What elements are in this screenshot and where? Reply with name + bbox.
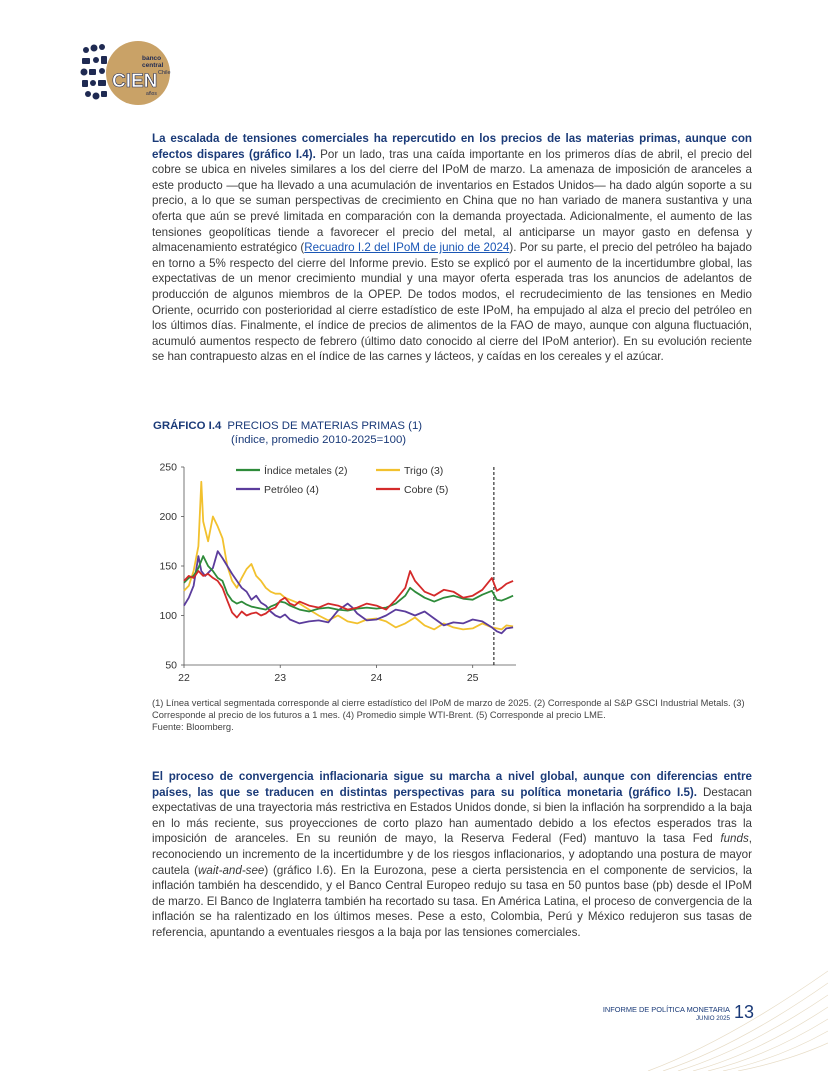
legend-label: Índice metales (2) — [264, 465, 348, 477]
page-number: 13 — [734, 1002, 755, 1022]
paragraph-emphasis: wait-and-see — [198, 863, 265, 877]
dot-pattern — [81, 44, 108, 100]
banco-central-logo — [78, 40, 174, 106]
x-tick-label: 24 — [370, 672, 383, 684]
brand-line3: Chile — [158, 70, 171, 76]
x-tick-label: 23 — [274, 672, 287, 684]
paragraph-text: Destacan expectativas de una trayectoria más restrictiva en Estados Unidos donde, si bien la inflación ha sorprendido a la baja en lo más reciente, sus proyecciones de corto plazo han aumentado debido a los efectos esperados tras la imposición de aranceles. En su reunión de mayo, la Reserva Federal (Fed) mantuvo la tasa Fed — [152, 785, 753, 846]
paragraph-text: ). Por su parte, el precio del petróleo ha bajado en torno a 5% respecto del cierre del Informe previo. Esto se explicó por el aumento de la incertidumbre global, las expectativas de un menor crecimiento mundial y una mayor oferta esperada tras los anuncios de adelantos de producción de algunos miembros de la OPEP. De todos modos, el recrudecimiento de las tensiones en Medio Oriente, ocurrido con posterioridad al cierre estadístico de este IPoM, ha empujado al alza el precio del petróleo en los últimos días. Finalmente, el índice de precios de alimentos de la FAO de mayo, aunque con alguna fluctuación, acumuló aumentos respecto de febrero (último dato conocido al cierre del IPoM anterior). En su evolución reciente se han contrapuesto alzas en el índice de las carnes y lácteos, y caídas en los cereales y el azúcar. — [152, 241, 752, 364]
y-tick-label: 50 — [165, 659, 177, 672]
chart-subtitle: (índice, promedio 2010-2025=100) — [231, 434, 407, 446]
chart-notes — [152, 697, 762, 734]
y-tick-label: 250 — [159, 461, 177, 474]
chart-legend — [236, 464, 448, 496]
footer-report-title: INFORME DE POLÍTICA MONETARIA — [602, 1005, 730, 1014]
chart-series — [184, 482, 513, 634]
y-tick-label: 200 — [159, 511, 177, 523]
series-line — [184, 482, 513, 630]
recuadro-link[interactable]: Recuadro I.2 del IPoM de junio de 2024 — [304, 241, 510, 255]
x-tick-label: 25 — [466, 672, 479, 684]
chart-label: GRÁFICO I.4 — [153, 420, 222, 432]
chart-title: PRECIOS DE MATERIAS PRIMAS (1) — [227, 420, 423, 432]
paragraph-inflation — [152, 769, 752, 941]
legend-label: Cobre (5) — [404, 484, 449, 496]
paragraph-emphasis: funds — [720, 832, 749, 846]
paragraph-text: Por un lado, tras una caída importante en los primeros días de abril, el precio del cobre se ubica en niveles similares a los del cierre del IPoM de marzo. La amenaza de imposición de aranceles a este producto —que ha llevado a una acumulación de inventarios en Estados Unidos— ha dado algún soporte a su precio, a lo que se suman perspectivas de crecimiento en China que no han variado de manera sustantiva y una oferta que aún se prevé limitada en comparación con la demanda proyectada. Adicionalmente, el aumento de las tensiones geopolíticas tiende a favorecer el precio del metal, al anticiparse un mayor gasto en defensa y almacenamiento estratégico ( — [152, 147, 753, 255]
chart-source: Fuente: Bloomberg. — [152, 722, 234, 733]
commodity-prices-chart — [150, 458, 530, 688]
paragraph-text: ) (gráfico I.6). En la Eurozona, pese a cierta persistencia en el componente de servicios, la inflación también ha descendido, y el Banco Central Europeo redujo su tasa en 50 puntos base (pb) desde el IPoM de marzo. El Banco de Inglaterra también ha recortado su tasa. En América Latina, el proceso de convergencia de la inflación se ha ralentizado en los últimos meses. Pese a esto, Colombia, Perú y México redujeron sus tasas de referencia, apuntando a eventuales riesgos a la baja por las tensiones comerciales. — [152, 863, 753, 939]
paragraph-commodities — [152, 131, 752, 365]
y-tick-label: 100 — [159, 610, 177, 622]
x-tick-label: 22 — [178, 672, 190, 684]
legend-label: Trigo (3) — [404, 465, 444, 477]
cien-sub: años — [146, 91, 157, 97]
brand-line2: central — [142, 62, 164, 69]
footer-report-date: JUNIO 2025 — [695, 1015, 730, 1022]
legend-label: Petróleo (4) — [264, 484, 319, 496]
chart-axes — [159, 462, 516, 685]
paragraph-text: , reconociendo un incremento de la incertidumbre y de los riesgos inflacionarios, y adoptando una postura de mayor cautela ( — [152, 832, 752, 877]
y-tick-label: 150 — [159, 560, 177, 573]
paragraph-lead: El proceso de convergencia inflacionaria sigue su marcha a nivel global, aunque con diferencias entre países, las que se traducen en distintas perspectivas para su política monetaria (gráfico I.5). — [152, 770, 752, 799]
chart-header — [153, 419, 423, 446]
paragraph-lead: La escalada de tensiones comerciales ha repercutido en los precios de las materias primas, aunque con efectos dispares (gráfico I.4). — [152, 132, 752, 161]
footer-report — [603, 1005, 730, 1023]
cien-mark: CIEN — [112, 71, 158, 92]
brand-line1: banco — [142, 55, 162, 62]
chart-footnotes: (1) Línea vertical segmentada corresponde al cierre estadístico del IPoM de marzo de 2025. (2) Corresponde al S&P GSCI Industrial Metals. (3) Corresponde al precio de los futuros a 1 mes. (4) Promedio simple WTI-Brent. (5) Corresponde al precio LME. — [152, 698, 745, 721]
